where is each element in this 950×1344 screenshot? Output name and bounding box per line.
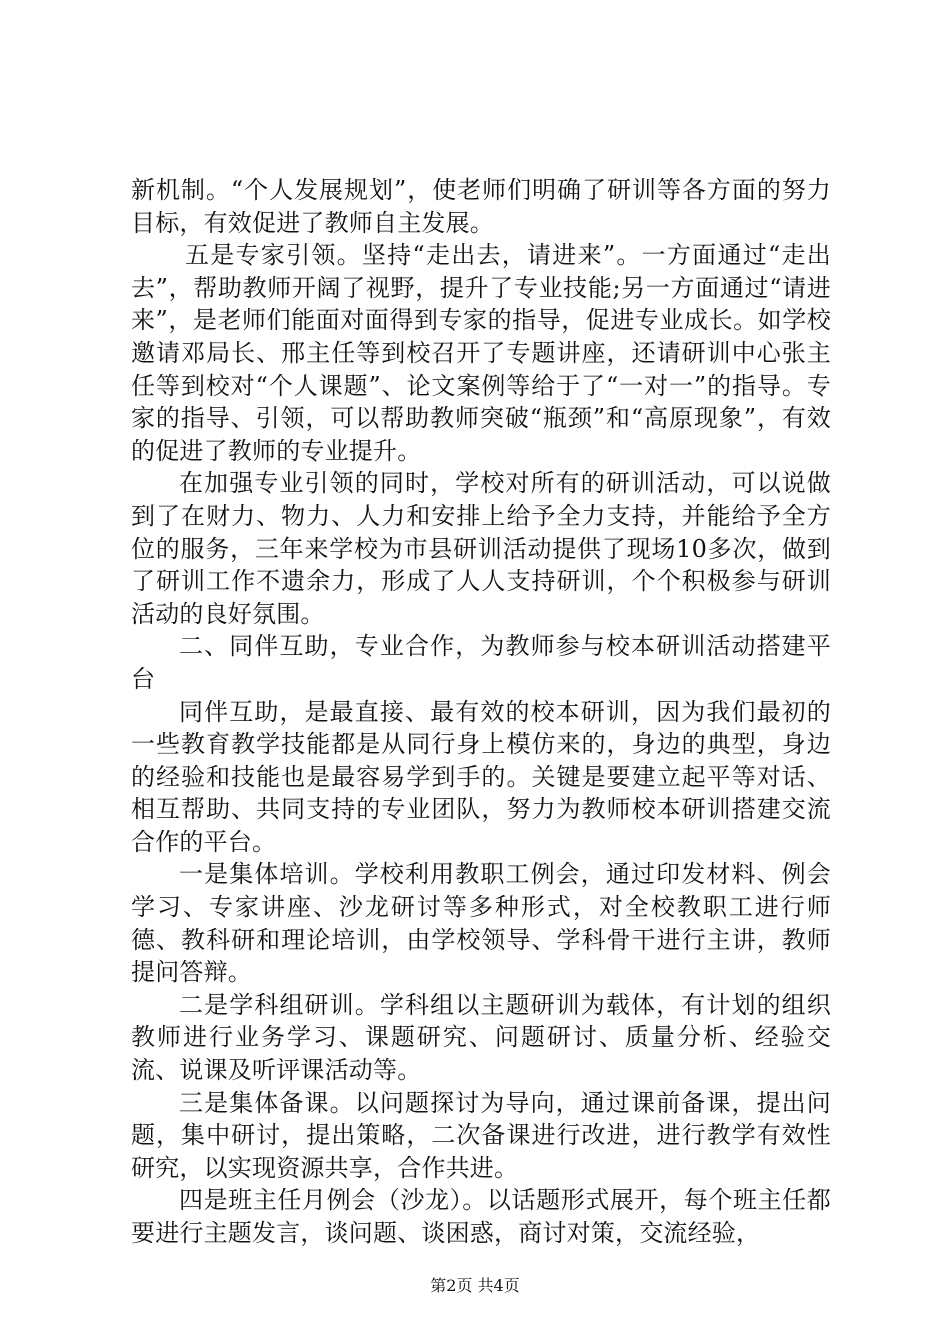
paragraph-class-teacher-meeting: 四是班主任月例会（沙龙）。以话题形式展开，每个班主任都要进行主题发言，谈问题、谈困惑，商讨对策，交流经验， (131, 1186, 831, 1247)
paragraph-support: 在加强专业引领的同时，学校对所有的研训活动，可以说做到了在财力、物力、人力和安排上给予全力支持，并能给予全方位的服务，三年来学校为市县研训活动提供了现场10多次，做到了研训工作不遗余力，形成了人人支持研训，个个积极参与研训活动的良好氛围。 (131, 469, 831, 628)
paragraph-continuation: 新机制。“个人发展规划”，使老师们明确了研训等各方面的努力目标，有效促进了教师自主发展。 (131, 176, 831, 237)
paragraph-expert-guidance: 五是专家引领。坚持“走出去，请进来”。一方面通过“走出去”，帮助教师开阔了视野，提升了专业技能;另一方面通过“请进来”，是老师们能面对面得到专家的指导，促进专业成长。如学校邀请邓局长、邢主任等到校召开了专题讲座，还请研训中心张主任等到校对“个人课题”、论文案例等给于了“一对一”的指导。专家的指导、引领，可以帮助教师突破“瓶颈”和“高原现象”，有效的促进了教师的专业提升。 (131, 241, 831, 465)
paragraph-group-training: 一是集体培训。学校利用教职工例会，通过印发材料、例会学习、专家讲座、沙龙研讨等多种形式，对全校教职工进行师德、教科研和理论培训，由学校领导、学科骨干进行主讲，教师提问答辩。 (131, 860, 831, 987)
body-text (131, 174, 831, 1250)
paragraph-peer-support: 同伴互助，是最直接、最有效的校本研训，因为我们最初的一些教育教学技能都是从同行身上模仿来的，身边的典型，身边的经验和技能也是最容易学到手的。关键是要建立起平等对话、相互帮助、共同支持的专业团队，努力为教师校本研训搭建交流合作的平台。 (131, 697, 831, 856)
paragraph-subject-group: 二是学科组研训。学科组以主题研训为载体，有计划的组织教师进行业务学习、课题研究、问题研讨、质量分析、经验交流、说课及听评课活动等。 (131, 990, 831, 1085)
section-heading-peer-support: 二、同伴互助，专业合作，为教师参与校本研训活动搭建平台 (131, 632, 831, 693)
paragraph-collective-lesson-prep: 三是集体备课。以问题探讨为导向，通过课前备课，提出问题，集中研讨，提出策略，二次备课进行改进，进行教学有效性研究，以实现资源共享，合作共进。 (131, 1088, 831, 1182)
page-number: 第2页 共4页 (430, 1276, 520, 1295)
